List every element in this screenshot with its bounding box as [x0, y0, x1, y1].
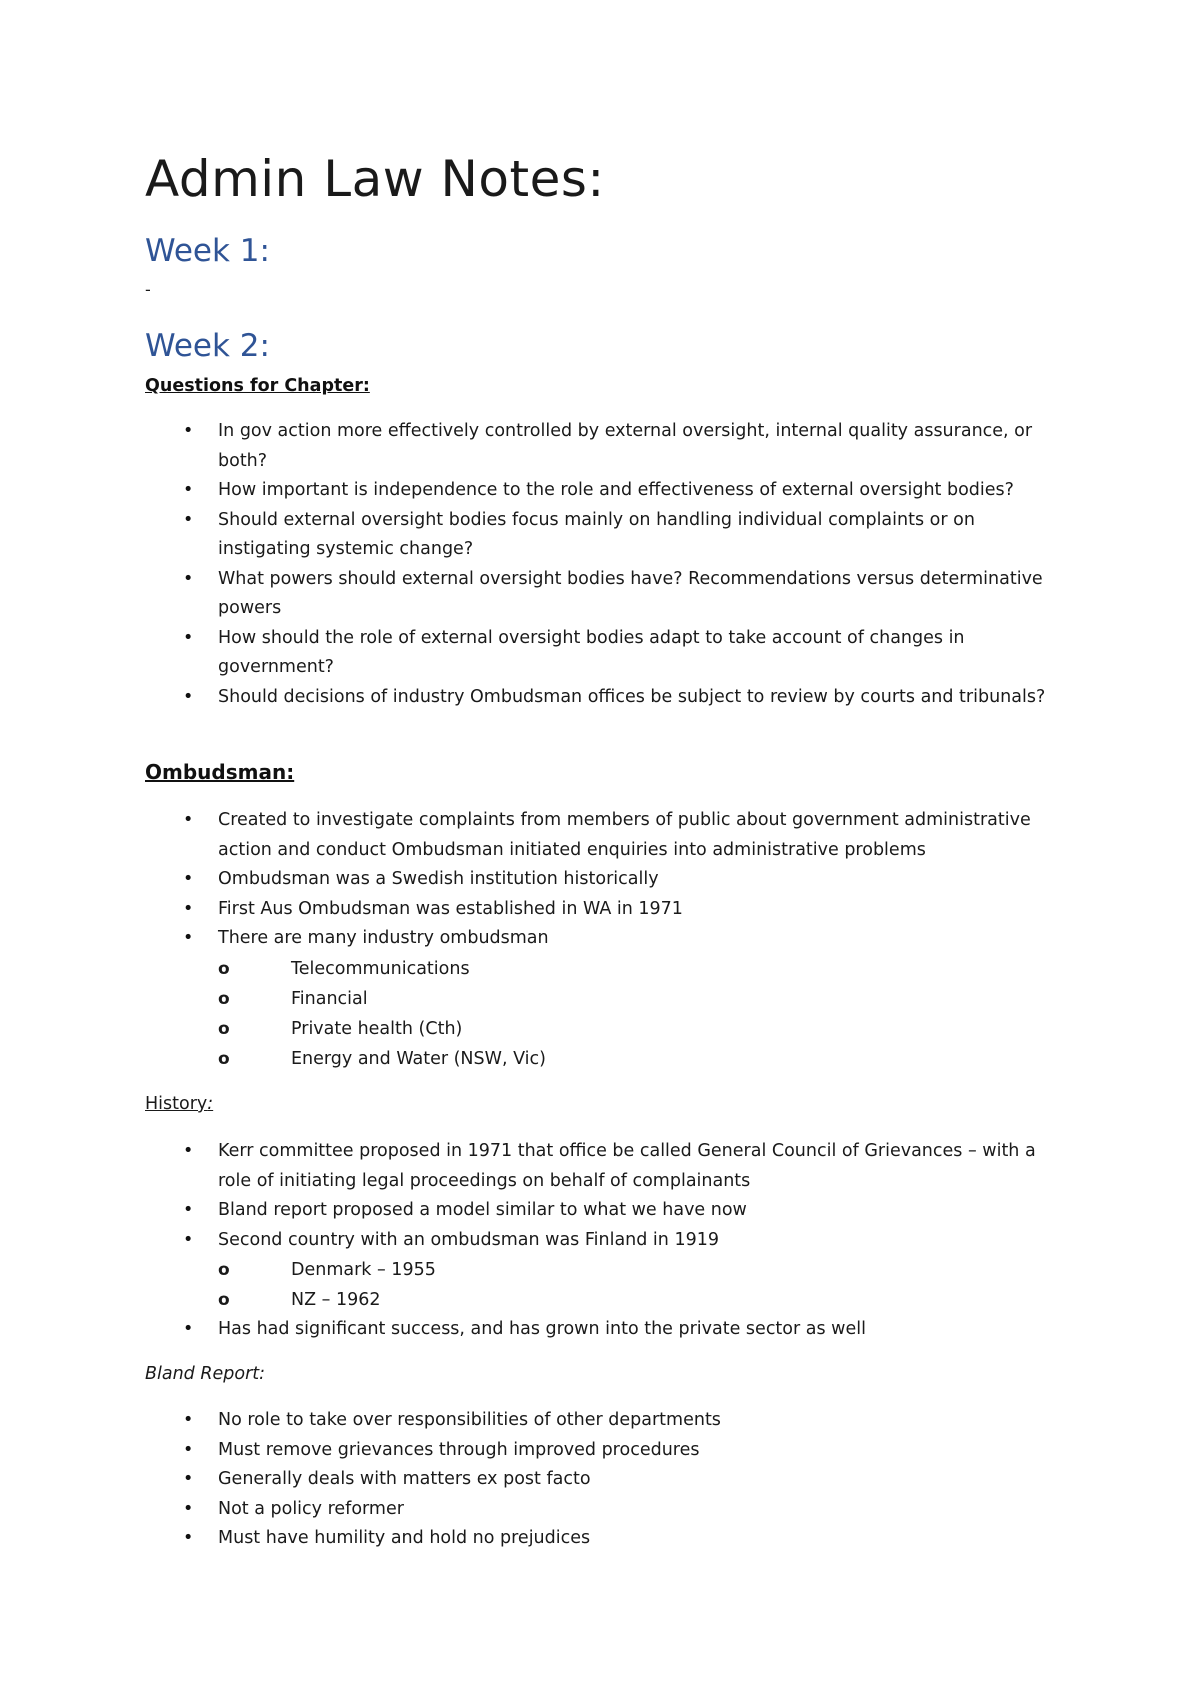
list-item — [145, 1226, 1065, 1316]
list-item-text: There are many industry ombudsman — [218, 928, 549, 948]
week-1-heading: Week 1: — [145, 233, 270, 269]
document-title: Admin Law Notes: — [145, 150, 605, 208]
bland-report-list — [145, 1406, 1065, 1554]
list-item: • First Aus Ombudsman was established in WA in 1971 — [145, 895, 1065, 925]
week-2-heading: Week 2: — [145, 328, 270, 364]
history-heading-colon: : — [207, 1094, 214, 1114]
sub-list-item: o Private health (Cth) — [218, 1014, 1065, 1044]
list-item: • No role to take over responsibilities of other departments — [145, 1406, 1065, 1436]
list-item: • What powers should external oversight bodies have? Recommendations versus determinative powers — [145, 565, 1065, 624]
sub-list-item: o Telecommunications — [218, 954, 1065, 984]
list-item: • How important is independence to the role and effectiveness of external oversight bodies? — [145, 476, 1065, 506]
list-item: • Must remove grievances through improved procedures — [145, 1436, 1065, 1466]
industry-ombudsman-list — [218, 954, 1065, 1074]
list-item: • Must have humility and hold no prejudices — [145, 1524, 1065, 1554]
week-1-content: - — [145, 280, 151, 299]
list-item: • Kerr committee proposed in 1971 that office be called General Council of Grievances – with a role of initiating legal proceedings on behalf of complainants — [145, 1137, 1065, 1196]
list-item: • Bland report proposed a model similar to what we have now — [145, 1196, 1065, 1226]
list-item: • How should the role of external oversight bodies adapt to take account of changes in government? — [145, 624, 1065, 683]
bland-report-heading: Bland Report: — [145, 1364, 266, 1384]
ombudsman-heading: Ombudsman: — [145, 760, 295, 784]
sub-list-item: o NZ – 1962 — [218, 1285, 1065, 1315]
ombudsman-list — [145, 806, 1065, 1074]
list-item — [145, 924, 1065, 1074]
questions-list — [145, 417, 1065, 712]
sub-list-item: o Financial — [218, 984, 1065, 1014]
history-heading — [145, 1094, 213, 1114]
questions-heading: Questions for Chapter: — [145, 376, 370, 396]
list-item: • Has had significant success, and has grown into the private sector as well — [145, 1315, 1065, 1345]
list-item: • Ombudsman was a Swedish institution historically — [145, 865, 1065, 895]
list-item: • Created to investigate complaints from members of public about government administrative action and conduct Ombudsman initiated enquiries into administrative problems — [145, 806, 1065, 865]
list-item: • Generally deals with matters ex post facto — [145, 1465, 1065, 1495]
history-heading-text: History — [145, 1094, 208, 1114]
history-list — [145, 1137, 1065, 1345]
list-item: • In gov action more effectively controlled by external oversight, internal quality assurance, or both? — [145, 417, 1065, 476]
list-item: • Should external oversight bodies focus mainly on handling individual complaints or on instigating systemic change? — [145, 506, 1065, 565]
list-item: • Should decisions of industry Ombudsman offices be subject to review by courts and tribunals? — [145, 683, 1065, 713]
sub-list-item: o Denmark – 1955 — [218, 1255, 1065, 1285]
sub-list-item: o Energy and Water (NSW, Vic) — [218, 1044, 1065, 1074]
list-item: • Not a policy reformer — [145, 1495, 1065, 1525]
list-item-text: Second country with an ombudsman was Finland in 1919 — [218, 1229, 719, 1250]
history-countries-list — [218, 1255, 1065, 1315]
